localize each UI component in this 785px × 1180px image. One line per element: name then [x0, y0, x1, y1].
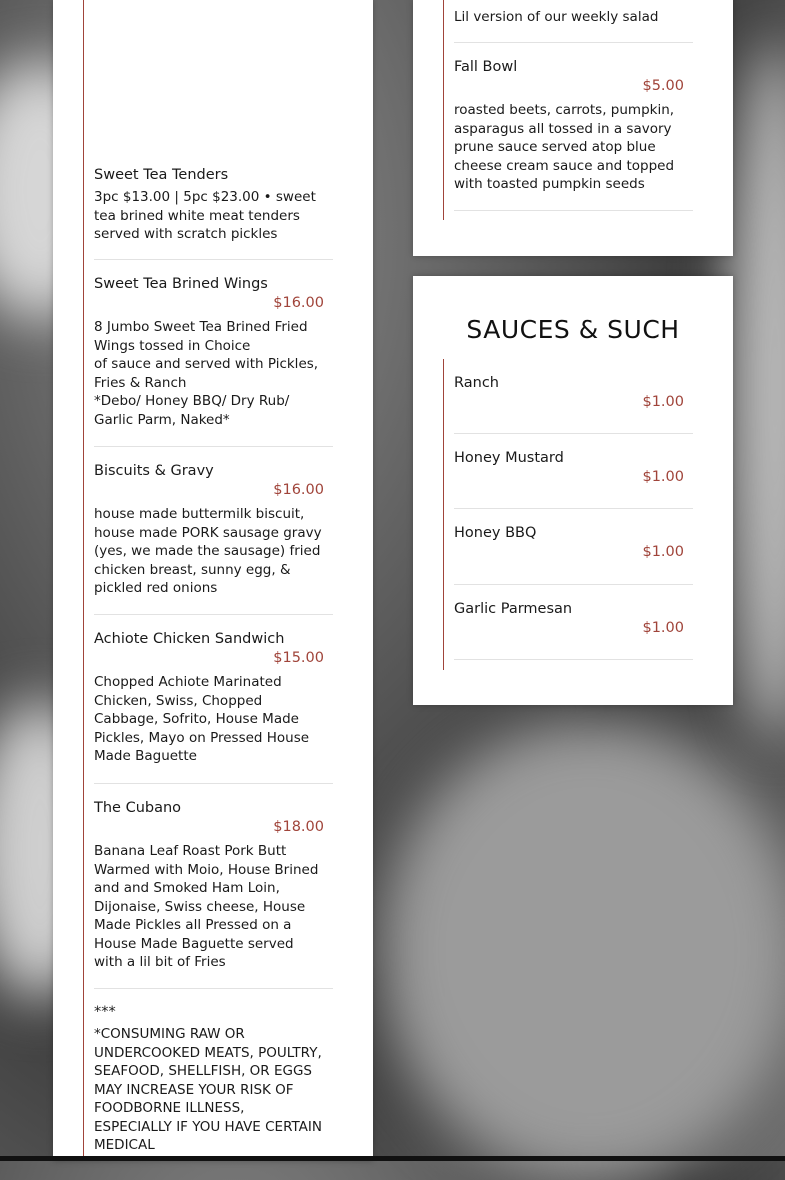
menu-item [454, 58, 684, 194]
item-price: $1.00 [642, 544, 684, 560]
item-name: Fall Bowl [454, 59, 518, 75]
item-divider [454, 433, 693, 434]
menu-disclaimer [94, 1003, 324, 1155]
item-description: Banana Leaf Roast Pork Butt Warmed with Moio, House Brined and and Smoked Ham Loin, Dijonaise, Swiss cheese, House Made Pickles all Pressed on a House Made Baguette served with a lil bit of Fries [94, 843, 319, 970]
menu-panel-left [53, 0, 373, 1161]
item-description: 8 Jumbo Sweet Tea Brined Fried Wings tossed in Choice of sauce and served with Pickles, Fries & Ranch *Debo/ Honey BBQ/ Dry Rub/ Garlic Parm, Naked* [94, 319, 319, 428]
item-description: house made buttermilk biscuit, house made PORK sausage gravy (yes, we made the sausage) fried chicken breast, sunny egg, & pickled red onions [94, 506, 322, 596]
item-divider [94, 783, 333, 784]
item-name: Honey Mustard [454, 450, 564, 466]
item-divider [454, 584, 693, 585]
section-title: SAUCES & SUCH [466, 315, 680, 344]
item-description: Chopped Achiote Marinated Chicken, Swiss, Chopped Cabbage, Sofrito, House Made Pickles, Mayo on Pressed House Made Baguette [94, 674, 310, 764]
sauce-item [454, 600, 684, 637]
item-divider [94, 446, 333, 447]
menu-item [94, 166, 324, 244]
item-description: 3pc $13.00 | 5pc $23.00 • sweet tea brined white meat tenders served with scratch pickles [94, 189, 316, 242]
item-name: Achiote Chicken Sandwich [94, 631, 285, 647]
item-description: roasted beets, carrots, pumpkin, asparagus all tossed in a savory prune sauce served atop blue cheese cream sauce and topped with toasted pumpkin seeds [454, 102, 675, 192]
item-price: $1.00 [642, 394, 684, 410]
item-price: $18.00 [273, 819, 324, 835]
item-price: $1.00 [642, 620, 684, 636]
sauce-item [454, 524, 684, 561]
item-price: $15.00 [273, 650, 324, 666]
item-name: Honey BBQ [454, 525, 537, 541]
item-name: Sweet Tea Brined Wings [94, 276, 268, 292]
item-name: Sweet Tea Tenders [94, 167, 229, 183]
item-price: $5.00 [642, 78, 684, 94]
item-description: Lil version of our weekly salad [454, 9, 659, 25]
item-price: $16.00 [273, 295, 324, 311]
item-divider [454, 210, 693, 211]
item-description: *CONSUMING RAW OR UNDERCOOKED MEATS, POULTRY, SEAFOOD, SHELLFISH, OR EGGS MAY INCREASE YOUR RISK OF FOODBORNE ILLNESS, ESPECIALLY IF YOU HAVE CERTAIN MEDICAL [94, 1026, 322, 1153]
sauce-item [454, 449, 684, 486]
menu-item [94, 630, 324, 766]
item-divider [94, 614, 333, 615]
item-name: *** [94, 1004, 116, 1020]
item-divider [454, 659, 693, 660]
sauces-panel [413, 276, 733, 705]
item-name: Biscuits & Gravy [94, 463, 214, 479]
menu-item [94, 462, 324, 598]
item-price: $16.00 [273, 482, 324, 498]
background-photo-accent [380, 720, 785, 1180]
accent-rule [443, 359, 444, 670]
menu-item [94, 799, 324, 972]
item-divider [94, 259, 333, 260]
accent-rule [443, 0, 444, 220]
menu-panel-right-top [413, 0, 733, 256]
menu-item [94, 275, 324, 429]
item-divider [94, 988, 333, 989]
background-photo-accent [730, 40, 785, 740]
item-divider [454, 508, 693, 509]
item-name: Ranch [454, 375, 499, 391]
sauce-item [454, 374, 684, 411]
item-price: $1.00 [642, 469, 684, 485]
item-name: The Cubano [94, 800, 182, 816]
accent-rule [83, 0, 84, 1161]
viewport-bottom-bar [0, 1156, 785, 1161]
item-name: Garlic Parmesan [454, 601, 573, 617]
item-divider [454, 42, 693, 43]
